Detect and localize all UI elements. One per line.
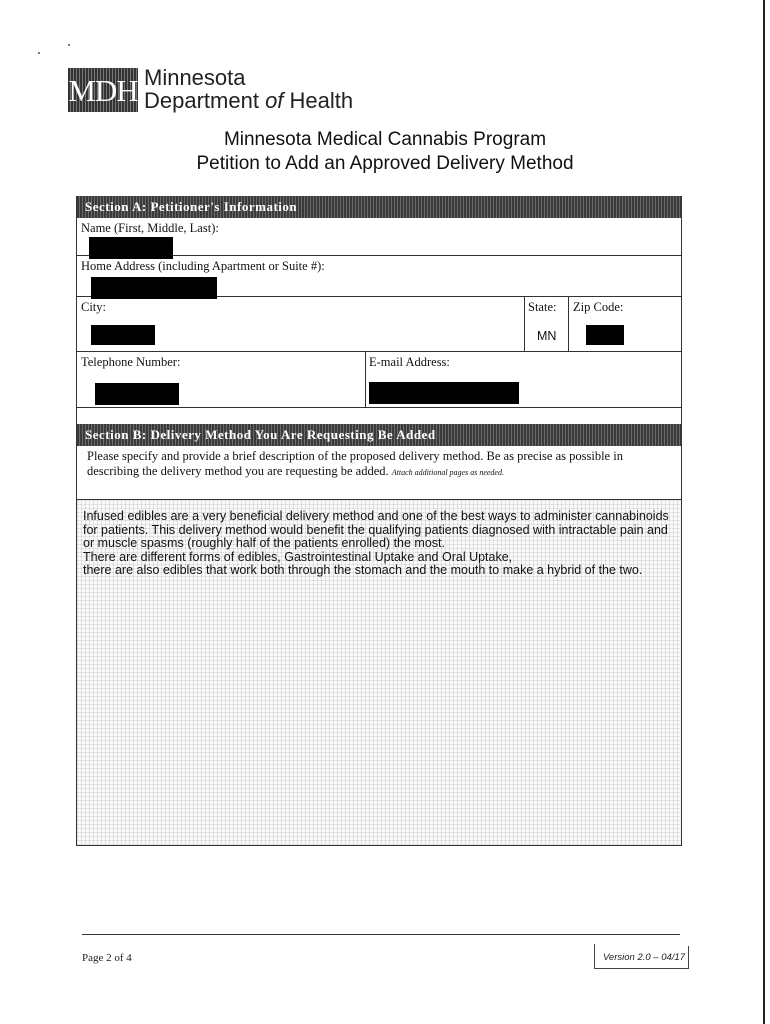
section-b-header: Section B: Delivery Method You Are Requesting Be Added (77, 424, 681, 446)
logo-dept-b: Health (283, 88, 354, 113)
petition-form (76, 196, 682, 846)
phone-email-row (77, 352, 681, 408)
answer-line: there are also edibles that work both through the stomach and the mouth to make a hybrid of the two. (83, 563, 643, 578)
logo-line-department (144, 89, 353, 113)
state-divider (524, 297, 525, 351)
answer-text (83, 510, 677, 578)
document-title (0, 128, 770, 176)
version-box (594, 948, 689, 969)
email-redaction (369, 382, 519, 404)
city-state-zip-row (77, 297, 681, 352)
city-redaction (91, 325, 155, 345)
answer-line: There are different forms of edibles, Gastrointestinal Uptake and Oral Uptake, (83, 549, 513, 564)
name-row (77, 218, 681, 256)
phone-redaction (95, 383, 179, 405)
scan-speck (68, 44, 70, 46)
zip-label: Zip Code: (573, 300, 624, 314)
logo-dept-a: Department (144, 88, 266, 113)
city-label: City: (81, 300, 107, 314)
logo-mark-text: MDH (68, 73, 138, 108)
answer-line: Infused edibles are a very beneficial delivery method and one of the best ways to administer cannabinoids (83, 509, 669, 523)
instruction-note: Attach additional pages as needed. (391, 468, 504, 477)
state-label: State: (528, 300, 557, 314)
email-divider (365, 352, 366, 407)
logo-wordmark (144, 67, 353, 113)
answer-line: or muscle spasms (roughly half of the patients enrolled) the most. (83, 536, 445, 551)
instruction-main: Please specify and provide a brief description of the proposed delivery method. Be as precise as possible in describing the delivery method you are requesting be added. (87, 449, 623, 478)
address-label: Home Address (including Apartment or Suite #): (81, 259, 325, 273)
phone-label: Telephone Number: (81, 355, 181, 369)
page-number: Page 2 of 4 (82, 952, 132, 964)
instruction-text (87, 449, 667, 480)
logo-line-state: Minnesota (144, 65, 246, 90)
answer-line: for patients. This delivery method would benefit the qualifying patients diagnosed with intractable pain and (83, 522, 668, 537)
delivery-method-answer-field[interactable] (77, 500, 681, 846)
version-label: Version 2.0 – 04/17 (602, 952, 685, 963)
scan-speck (38, 52, 40, 54)
section-gap (77, 408, 681, 424)
logo-dept-of: of (265, 88, 284, 113)
section-b-instructions (77, 446, 681, 500)
address-redaction (91, 277, 217, 299)
zip-divider (568, 297, 569, 351)
name-label: Name (First, Middle, Last): (81, 221, 219, 235)
email-label: E-mail Address: (369, 355, 450, 369)
title-program: Minnesota Medical Cannabis Program (223, 129, 547, 150)
section-a-header: Section A: Petitioner's Information (77, 196, 681, 218)
address-row (77, 256, 681, 297)
zip-redaction (586, 325, 624, 345)
footer-rule (82, 934, 680, 935)
title-petition: Petition to Add an Approved Delivery Method (196, 153, 574, 174)
state-value: MN (537, 329, 557, 343)
mdh-logo-mark (68, 68, 138, 112)
mdh-logo (68, 66, 353, 114)
